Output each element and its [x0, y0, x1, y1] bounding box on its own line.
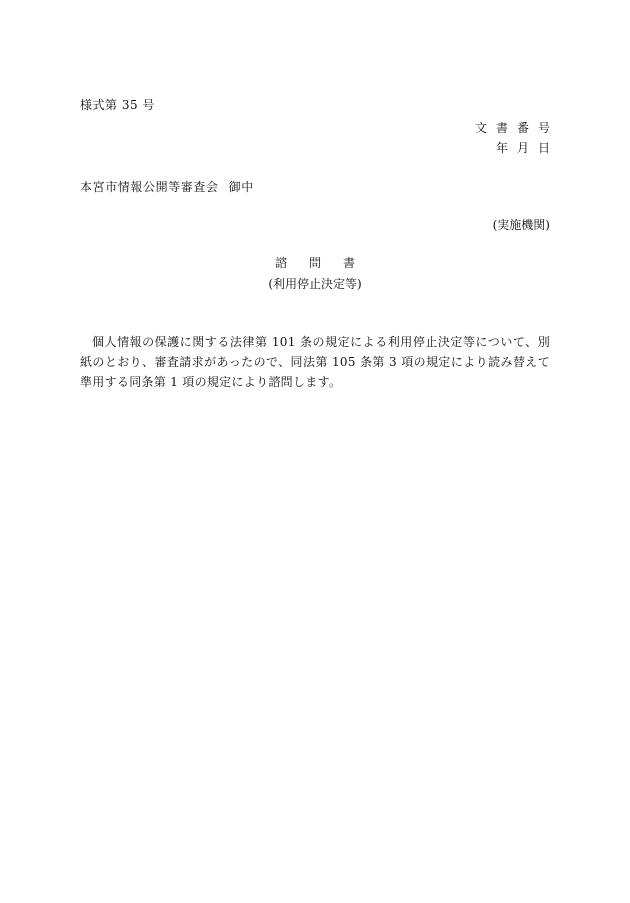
document-number-block	[430, 118, 559, 158]
addressee-name: 本宮市情報公開等審査会	[80, 180, 219, 194]
issuer: (実施機関)	[492, 218, 550, 232]
date-label: 年月日	[495, 141, 559, 155]
form-number: 様式第 35 号	[80, 98, 155, 112]
addressee-honorific: 御中	[228, 180, 254, 194]
body-text: 個人情報の保護に関する法律第 101 条の規定による利用停止決定等について、別紙のとおり、審査請求があったので、同法第 105 条第 3 項の規定により読み替えて準用する同条第 1 項の規定により諮問します。	[80, 335, 550, 389]
document-number-label: 文書番号	[474, 121, 559, 135]
document-subtitle: (利用停止決定等)	[268, 277, 362, 291]
addressee	[80, 178, 254, 195]
document-title: 諮問書	[274, 256, 377, 270]
